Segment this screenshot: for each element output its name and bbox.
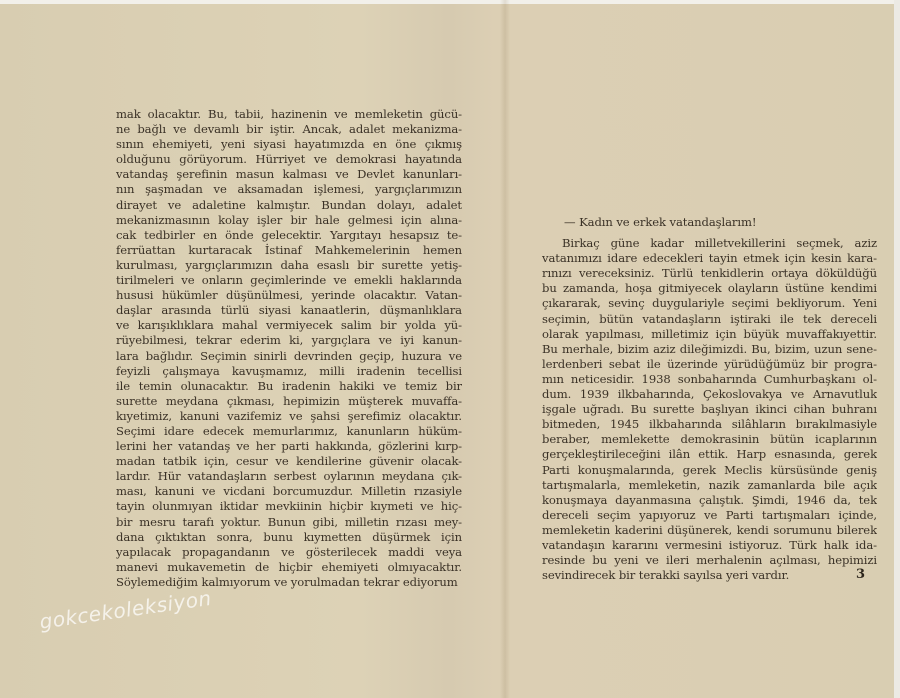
text-line: lardır. Hür vatandaşların serbest oylarının meydana çık-	[116, 469, 462, 484]
text-line: rüyebilmesi, tekrar ederim ki, yargıçlara ve iyi kanun-	[116, 333, 462, 348]
text-line: tartışmalarla, memleketin, nazik zamanlarda bile açık	[542, 477, 877, 492]
text-line: seçimin, bütün vatandaşların iştiraki ile tek dereceli	[542, 311, 877, 326]
speech-heading: — Kadın ve erkek vatandaşlarım!	[564, 215, 757, 229]
page-fold	[500, 0, 510, 698]
text-line: vatanımızı idare edecekleri tayin etmek için kesin kara-	[542, 251, 877, 266]
text-line: nın şaşmadan ve aksamadan işlemesi, yargıçlarımızın	[116, 182, 462, 197]
text-line: mak olacaktır. Bu, tabii, hazinenin ve memleketin gücü-	[116, 107, 462, 121]
text-line: madan tatbik için, cesur ve kendilerine güvenir olacak-	[116, 454, 462, 469]
text-line: olarak yapılması, milletimiz için büyük muvaffakıyettir.	[542, 326, 877, 341]
text-line: sevindirecek bir terakki sayılsa yeri vardır.	[542, 568, 790, 583]
text-line: manevi mukavemetin de hiçbir ehemiyeti olmıyacaktır.	[116, 559, 462, 574]
text-line: yapılacak propagandanın ve gösterilecek maddi veya	[116, 544, 462, 559]
text-line: mekanizmasının kolay işler bir hale gelmesi için alına-	[116, 212, 462, 227]
text-line: lerdenberi sebat ile üzerinde yürüdüğümüz bir progra-	[542, 356, 877, 371]
text-line: cak tedbirler en önde gelecektir. Yargıtayı hesapsız te-	[116, 227, 462, 242]
text-line: surette meydana çıkması, hepimizin müşterek muvaffa-	[116, 393, 462, 408]
text-line: ile temin olunacaktır. Bu iradenin hakiki ve temiz bir	[116, 378, 462, 393]
text-line: resinde bu yeni ve ileri merhalenin açılması, hepimizi	[542, 553, 877, 568]
text-line: tirilmeleri ve onların geçimlerinde ve emekli haklarında	[116, 273, 462, 288]
text-line: dirayet ve adaletine kalmıştır. Bundan dolayı, adalet	[116, 197, 462, 212]
text-line: ferrüattan kurtaracak İstinaf Mahkemelerinin hemen	[116, 242, 462, 257]
page-number: 3	[856, 567, 866, 582]
right-page-text	[542, 215, 877, 583]
text-line: çıkararak, sevinç duygulariyle seçimi bekliyorum. Yeni	[542, 296, 877, 311]
text-line: vatandaşın kararını vermesini istiyoruz. Türk halk ida-	[542, 537, 877, 552]
text-line: ması, kanuni ve vicdani borcumuzdur. Milletin rızasiyle	[116, 484, 462, 499]
text-line: memleketin kaderini düşünerek, kendi sorumunu bilerek	[542, 522, 877, 537]
text-line: ne bağlı ve devamlı bir iştir. Ancak, adalet mekanizma-	[116, 122, 462, 137]
text-line: hususi hükümler düşünülmesi, yerinde olacaktır. Vatan-	[116, 288, 462, 303]
text-line: beraber, memlekette demokrasinin bütün icaplarının	[542, 432, 877, 447]
text-line: kıyetimiz, kanuni vazifemiz ve şahsi şerefimiz olacaktır.	[116, 408, 462, 423]
text-line: Parti konuşmalarında, gerek Meclis kürsüsünde geniş	[542, 462, 877, 477]
text-line: bu zamanda, hoşa gitmiyecek olayların üstüne kendimi	[542, 281, 877, 296]
text-line: bitmeden, 1945 ilkbaharında silâhların bırakılmasiyle	[542, 417, 877, 432]
scan-edge-right	[894, 0, 900, 698]
text-line: Söylemediğim kalmıyorum ve yorulmadan tekrar ediyorum	[116, 574, 458, 589]
left-page-text	[116, 107, 462, 590]
text-line: işgale uğradı. Bu surette başlıyan ikinci cihan buhranı	[542, 402, 877, 417]
text-line: sının ehemiyeti, yeni siyasi hayatımızda en öne çıkmış	[116, 137, 462, 152]
scan-edge-top	[0, 0, 900, 4]
text-line: bir mesru tarafı yoktur. Bunun gibi, milletin rızası mey-	[116, 514, 462, 529]
text-line: gerçekleştirileceğini ilân ettik. Harp esnasında, gerek	[542, 447, 877, 462]
text-line: daşlar arasında türlü siyasi kanaatlerin, düşmanlıklara	[116, 303, 462, 318]
text-line: dum. 1939 ilkbaharında, Çekoslovakya ve Arnavutluk	[542, 387, 877, 402]
text-line: lara bağlıdır. Seçimin sinirli devrinden geçip, huzura ve	[116, 348, 462, 363]
right-page-paragraph	[542, 236, 877, 583]
text-line: dereceli seçim yapıyoruz ve Parti tartışmaları içinde,	[542, 507, 877, 522]
text-line: feyizli çalışmaya kavuşmamız, milli iradenin tecellisi	[116, 363, 462, 378]
text-line: rınızı vereceksiniz. Türlü tenkidlerin ortaya döküldüğü	[542, 266, 877, 281]
text-line: mın neticesidir. 1938 sonbaharında Cumhurbaşkanı ol-	[542, 371, 877, 386]
text-line: vatandaş şerefinin masun kalması ve Devlet kanunları-	[116, 167, 462, 182]
text-line: ve karışıklıklara mahal vermiyecek salim bir yolda yü-	[116, 318, 462, 333]
watermark: gokcekoleksiyon	[38, 585, 213, 634]
text-line: olduğunu görüyorum. Hürriyet ve demokrasi hayatında	[116, 152, 462, 167]
text-line: Bu merhale, bizim aziz dileğimizdi. Bu, bizim, uzun sene-	[542, 341, 877, 356]
text-line: lerini her vatandaş ve her parti hakkında, gözlerini kırp-	[116, 439, 462, 454]
text-line: kurulması, yargıçlarımızın daha esaslı bir surette yetiş-	[116, 257, 462, 272]
text-line: dana çıktıktan sonra, bunu kıymetten düşürmek için	[116, 529, 462, 544]
text-line: konuşmaya dayanmasına çalıştık. Şimdi, 1946 da, tek	[542, 492, 877, 507]
text-line: Birkaç güne kadar milletvekillerini seçmek, aziz	[562, 236, 877, 251]
text-line: Seçimi idare edecek memurlarımız, kanunların hüküm-	[116, 423, 462, 438]
text-line: tayin olunmıyan iktidar mevkiinin hiçbir kıymeti ve hiç-	[116, 499, 462, 514]
